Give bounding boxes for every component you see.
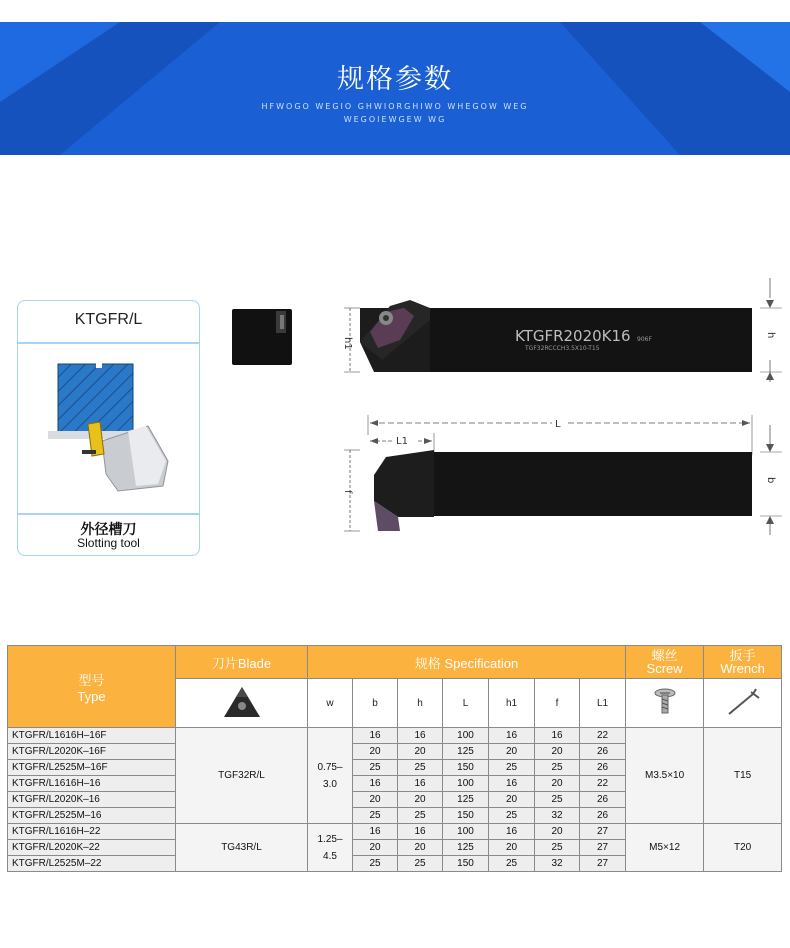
cell-h1: 25 — [489, 856, 535, 872]
col-b: b — [353, 679, 398, 728]
cell-b: 20 — [353, 744, 398, 760]
col-L1: L1 — [580, 679, 626, 728]
cell-w: 0.75– 3.0 — [308, 728, 353, 824]
cell-f: 32 — [535, 808, 580, 824]
cell-h: 16 — [398, 728, 443, 744]
cell-screw: M3.5×10 — [626, 728, 704, 824]
screw-icon — [626, 679, 704, 728]
cell-h: 16 — [398, 776, 443, 792]
header-type-cn: 型号 — [78, 672, 105, 688]
cell-b: 25 — [353, 856, 398, 872]
cell-f: 20 — [535, 744, 580, 760]
header-blade: 刀片Blade — [176, 646, 308, 679]
engraving-small: TGF32RCCCH3.5X10-T15 — [525, 345, 600, 352]
cell-h: 16 — [398, 824, 443, 840]
cell-h1: 20 — [489, 792, 535, 808]
cell-h: 25 — [398, 856, 443, 872]
cell-h: 20 — [398, 792, 443, 808]
cell-L: 100 — [443, 728, 489, 744]
blade-icon — [176, 679, 308, 728]
cell-L1: 22 — [580, 776, 626, 792]
cell-f: 25 — [535, 760, 580, 776]
tool-top-view — [330, 270, 785, 385]
cell-model: KTGFR/L2525M–16F — [8, 760, 176, 776]
tool-end-view — [230, 307, 296, 367]
cell-L1: 27 — [580, 856, 626, 872]
cell-h: 20 — [398, 744, 443, 760]
header-type-en: Type — [77, 688, 106, 704]
cell-L: 150 — [443, 808, 489, 824]
cell-h1: 16 — [489, 824, 535, 840]
col-h: h — [398, 679, 443, 728]
dim-h1-label: h1 — [342, 337, 353, 350]
cell-model: KTGFR/L2525M–22 — [8, 856, 176, 872]
cell-h: 25 — [398, 808, 443, 824]
cell-wrench: T20 — [704, 824, 782, 872]
dim-f-label: f — [342, 490, 353, 494]
banner-subtitle: HFWOGO WEGIO GHWIORGHIWO WHEGOW WEG WEGOIEWGEW WG — [261, 102, 529, 124]
cell-L1: 26 — [580, 744, 626, 760]
dim-L-label: L — [555, 419, 561, 430]
cell-b: 16 — [353, 824, 398, 840]
cell-model: KTGFR/L1616H–22 — [8, 824, 176, 840]
header-screw-cn: 螺丝 — [651, 648, 678, 663]
tool-side-view — [330, 405, 785, 540]
header-wrench — [704, 646, 782, 679]
cell-b: 25 — [353, 808, 398, 824]
cell-f: 32 — [535, 856, 580, 872]
table-header-row — [8, 646, 782, 679]
header-wrench-cn: 扳手 — [729, 648, 756, 663]
cell-L: 100 — [443, 776, 489, 792]
header-type — [8, 646, 176, 728]
cell-f: 20 — [535, 824, 580, 840]
table-row — [8, 824, 782, 840]
col-L: L — [443, 679, 489, 728]
cell-model: KTGFR/L1616H–16F — [8, 728, 176, 744]
cell-wrench: T15 — [704, 728, 782, 824]
cell-h1: 20 — [489, 840, 535, 856]
header-screw-en: Screw — [646, 661, 683, 676]
cell-model: KTGFR/L1616H–16 — [8, 776, 176, 792]
tool-card-name: KTGFR/L — [74, 311, 143, 328]
header-spec: 规格 Specification — [308, 646, 626, 679]
cell-h1: 25 — [489, 760, 535, 776]
tool-card — [17, 300, 200, 556]
dim-b-label: b — [765, 477, 776, 484]
col-w: w — [308, 679, 353, 728]
cell-f: 20 — [535, 776, 580, 792]
card-divider — [18, 342, 199, 344]
cell-model: KTGFR/L2525M–16 — [8, 808, 176, 824]
cell-model: KTGFR/L2020K–16F — [8, 744, 176, 760]
cell-h1: 25 — [489, 808, 535, 824]
cell-L: 150 — [443, 856, 489, 872]
banner-title: 规格参数 — [337, 64, 453, 95]
cell-f: 16 — [535, 728, 580, 744]
cell-b: 20 — [353, 840, 398, 856]
banner — [0, 22, 790, 155]
tool-card-label-cn: 外径槽刀 — [80, 522, 137, 538]
cell-b: 16 — [353, 776, 398, 792]
col-f: f — [535, 679, 580, 728]
cell-b: 25 — [353, 760, 398, 776]
slotting-illustration — [18, 346, 199, 511]
dim-L1-label: L1 — [396, 436, 408, 447]
cell-blade: TG43R/L — [176, 824, 308, 872]
cell-L1: 26 — [580, 760, 626, 776]
cell-model: KTGFR/L2020K–22 — [8, 840, 176, 856]
engraving-text: KTGFR2020K16 — [515, 327, 631, 345]
table-row — [8, 728, 782, 744]
cell-L1: 26 — [580, 808, 626, 824]
cell-f: 25 — [535, 840, 580, 856]
cell-w: 1.25– 4.5 — [308, 824, 353, 872]
cell-f: 25 — [535, 792, 580, 808]
dim-h-label: h — [765, 332, 776, 339]
cell-h: 25 — [398, 760, 443, 776]
cell-L: 125 — [443, 792, 489, 808]
cell-L1: 22 — [580, 728, 626, 744]
header-wrench-en: Wrench — [720, 661, 765, 676]
cell-L1: 27 — [580, 840, 626, 856]
cell-h1: 16 — [489, 728, 535, 744]
cell-screw: M5×12 — [626, 824, 704, 872]
cell-blade: TGF32R/L — [176, 728, 308, 824]
cell-L: 125 — [443, 744, 489, 760]
wrench-icon — [704, 679, 782, 728]
cell-b: 16 — [353, 728, 398, 744]
cell-L: 100 — [443, 824, 489, 840]
cell-L1: 27 — [580, 824, 626, 840]
col-h1: h1 — [489, 679, 535, 728]
tool-card-label-en: Slotting tool — [77, 536, 140, 550]
cell-h1: 16 — [489, 776, 535, 792]
cell-model: KTGFR/L2020K–16 — [8, 792, 176, 808]
header-screw — [626, 646, 704, 679]
card-divider — [18, 513, 199, 515]
cell-L1: 26 — [580, 792, 626, 808]
cell-b: 20 — [353, 792, 398, 808]
engraving-mark: 906F — [637, 336, 652, 343]
cell-L: 150 — [443, 760, 489, 776]
cell-h: 20 — [398, 840, 443, 856]
cell-h1: 20 — [489, 744, 535, 760]
cell-L: 125 — [443, 840, 489, 856]
spec-table — [7, 645, 782, 872]
